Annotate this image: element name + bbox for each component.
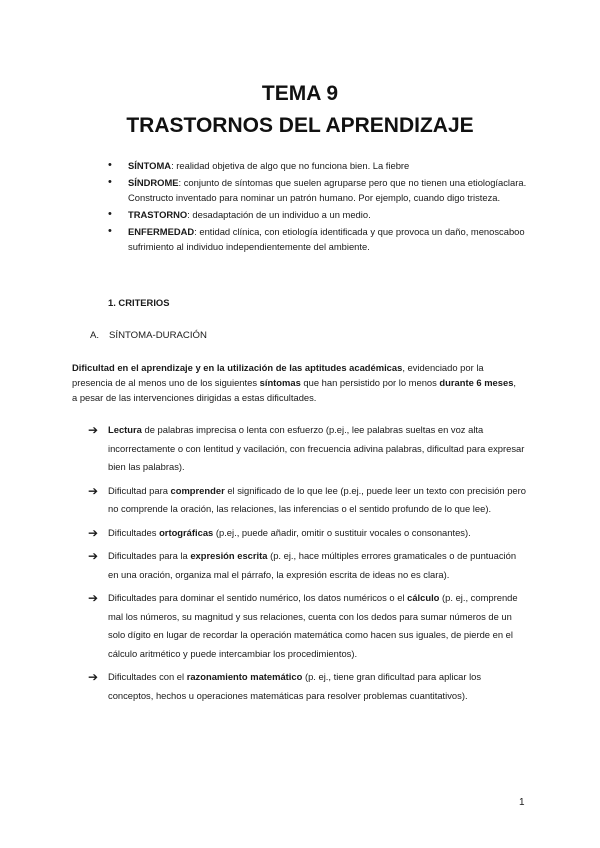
item-pre: Dificultades con el <box>108 671 187 682</box>
item-post: el significado de lo que lee (p.ej., puede leer un texto con precisión pero no comprende la oración, las relaciones, las inferencias o el sentido profundo de lo que lee). <box>108 484 526 514</box>
subsection-heading <box>90 330 207 341</box>
arrow-right-icon: ➔ <box>88 525 99 540</box>
symptom-item <box>88 589 528 663</box>
definition-term: SÍNTOMA <box>128 160 172 171</box>
bullet-icon: • <box>108 159 112 171</box>
item-post: (p.ej., puede añadir, omitir o sustituir vocales o consonantes). <box>213 526 471 538</box>
intro-paragraph <box>72 360 522 405</box>
bullet-icon: • <box>108 225 112 237</box>
section-heading-criterios: 1. CRITERIOS <box>108 297 170 308</box>
page-number: 1 <box>519 797 525 808</box>
intro-text-3: , a pesar de las intervenciones dirigidas a estas dificultades. <box>72 377 517 403</box>
definition-term: ENFERMEDAD <box>128 226 195 237</box>
item-post: (p. ej., comprende mal los números, su magnitud y sus relaciones, cuenta con los dedos para sumar números de un solo dígito en lugar de recordar la operación matemática como hacen sus iguales, de pierde en el cálculo aritmético y puede intercambiar los procedimientos). <box>108 592 518 659</box>
page-title-line2: TRASTORNOS DEL APRENDIZAJE <box>126 114 474 137</box>
arrow-right-icon: ➔ <box>88 591 99 605</box>
item-post: (p. ej., tiene gran dificultad para aplicar los conceptos, hechos u operaciones matemáticas para resolver problemas cuantitativos). <box>108 671 482 701</box>
definition-item <box>108 175 528 205</box>
item-post: (p. ej., hace múltiples errores gramaticales o de puntuación en una oración, organiza mal el párrafo, la expresión escrita de ideas no es clara). <box>108 550 517 580</box>
symptom-item <box>88 482 528 519</box>
subsection-title: SÍNTOMA-DURACIÓN <box>109 330 207 341</box>
intro-bold-3: durante 6 meses <box>439 377 514 388</box>
item-pre: Dificultad para <box>108 484 171 496</box>
definitions-list <box>108 158 528 256</box>
definition-text: : realidad objetiva de algo que no funciona bien. La fiebre <box>171 160 410 171</box>
item-bold: expresión escrita <box>190 550 268 561</box>
intro-bold-2: síntomas <box>259 377 301 388</box>
definition-item <box>108 207 528 222</box>
arrow-right-icon: ➔ <box>88 483 99 498</box>
definition-term: TRASTORNO <box>128 209 188 220</box>
intro-text-1: , evidenciado por la presencia de al menos uno de los siguientes <box>72 362 484 388</box>
arrow-right-icon: ➔ <box>88 549 99 563</box>
symptom-item <box>88 668 528 705</box>
item-pre: Dificultades <box>108 526 160 538</box>
definition-text: : conjunto de síntomas que suelen agruparse pero que no tienen una etiologíaclara. Constructo inventado para nominar un patrón humano. Por ejemplo, cuando digo tristeza. <box>128 177 527 203</box>
item-bold: cálculo <box>407 592 440 603</box>
definition-text: : entidad clínica, con etiología identificada y que provoca un daño, menoscaboo sufrimiento al individuo independientemente del ambiente. <box>128 226 525 252</box>
item-bold: ortográficas <box>159 526 214 538</box>
definition-item <box>108 158 528 173</box>
arrow-right-icon: ➔ <box>88 670 99 684</box>
intro-text-2: que han persistido por lo menos <box>300 377 440 388</box>
item-post: de palabras imprecisa o lenta con esfuerzo (p.ej., lee palabras sueltas en voz alta incorrectamente o con lentitud y vacilación, con frecuencia adivina palabras, dificultad para expresar bien las palabras). <box>108 424 525 472</box>
bullet-icon: • <box>108 176 112 188</box>
symptom-list <box>88 421 528 710</box>
symptom-item <box>88 421 528 477</box>
intro-bold-1: Dificultad en el aprendizaje y en la utilización de las aptitudes académicas <box>72 362 403 373</box>
bullet-icon: • <box>108 208 112 220</box>
subsection-label: A. <box>90 330 100 341</box>
item-bold: comprender <box>170 484 225 496</box>
symptom-item <box>88 547 528 584</box>
symptom-item <box>88 524 528 543</box>
arrow-right-icon: ➔ <box>88 423 99 437</box>
item-bold: Lectura <box>108 424 142 435</box>
definition-item <box>108 224 528 254</box>
item-pre: Dificultades para dominar el sentido numérico, los datos numéricos o el <box>108 592 408 603</box>
item-pre: Dificultades para la <box>108 550 191 561</box>
page-title-line1: TEMA 9 <box>261 82 339 105</box>
definition-text: : desadaptación de un individuo a un medio. <box>187 209 371 220</box>
definition-term: SÍNDROME <box>128 177 179 188</box>
item-bold: razonamiento matemático <box>186 671 303 682</box>
